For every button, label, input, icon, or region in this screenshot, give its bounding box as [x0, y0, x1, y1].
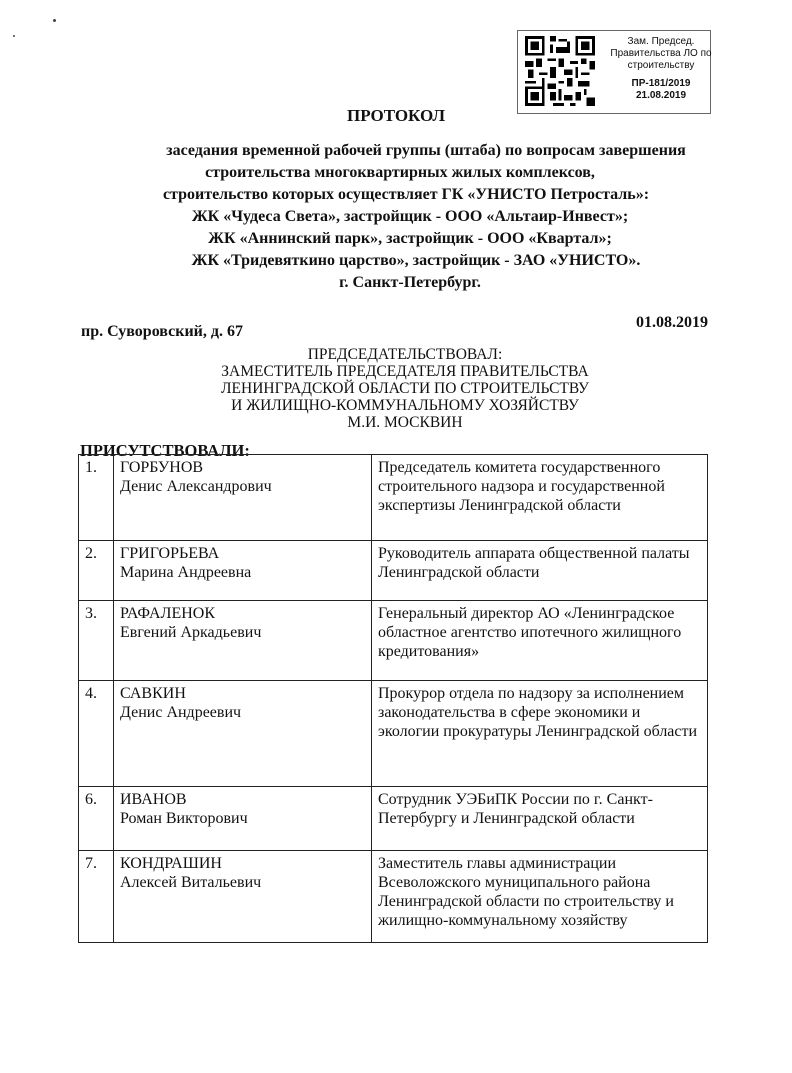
- stamp-date: 21.08.2019: [635, 90, 687, 101]
- qr-code-icon: [523, 36, 597, 106]
- attendee-name: [114, 681, 372, 787]
- stamp-line: Правительства ЛО по: [610, 48, 712, 59]
- attendees-table: [78, 454, 708, 943]
- subject-line: ЖК «Чудеса Света», застройщик - ООО «Альтаир-Инвест»;: [191, 208, 629, 225]
- stamp-number: ПР-181/2019: [631, 78, 691, 89]
- present-label: ПРИСУТСТВОВАЛИ:: [80, 441, 250, 460]
- attendee-position: Заместитель главы администрации Всеволожского муниципального района Ленинградской области по строительству и жилищно-коммунальному хозяйству: [372, 851, 708, 943]
- table-row: [79, 851, 708, 943]
- attendee-name: [114, 601, 372, 681]
- attendee-name: [114, 455, 372, 541]
- attendee-given-name: Марина Андреевна: [120, 564, 252, 581]
- meeting-place: пр. Суворовский, д. 67: [81, 323, 243, 340]
- attendee-surname: ГОРБУНОВ: [120, 459, 204, 476]
- attendee-name: [114, 851, 372, 943]
- attendee-given-name: Алексей Витальевич: [120, 874, 262, 891]
- chaired-line: ЗАМЕСТИТЕЛЬ ПРЕДСЕДАТЕЛЯ ПРАВИТЕЛЬСТВА: [221, 363, 589, 380]
- scan-speck: [13, 35, 15, 37]
- table-row: [79, 601, 708, 681]
- row-number: 3.: [79, 601, 114, 681]
- row-number: 6.: [79, 787, 114, 851]
- table-row: [79, 787, 708, 851]
- table-row: [79, 541, 708, 601]
- stamp-line: Зам. Председ.: [627, 36, 695, 47]
- attendee-position: Генеральный директор АО «Ленинградское областное агентство ипотечного жилищного кредитования»: [372, 601, 708, 681]
- attendee-name: [114, 787, 372, 851]
- chaired-by-block: [170, 346, 640, 431]
- table-row: [79, 455, 708, 541]
- chaired-line: ЛЕНИНГРАДСКОЙ ОБЛАСТИ ПО СТРОИТЕЛЬСТВУ: [221, 380, 589, 397]
- subject-line: строительства многоквартирных жилых комплексов,: [205, 164, 595, 181]
- subject-line: строительство которых осуществляет ГК «УНИСТО Петросталь»:: [162, 186, 650, 203]
- attendee-given-name: Денис Андреевич: [120, 704, 242, 721]
- attendee-position: Председатель комитета государственного строительного надзора и государственной экспертизы Ленинградской области: [372, 455, 708, 541]
- attendee-surname: КОНДРАШИН: [120, 855, 222, 872]
- attendee-surname: ГРИГОРЬЕВА: [120, 545, 220, 562]
- attendee-given-name: Роман Викторович: [120, 810, 248, 827]
- meeting-date: 01.08.2019: [636, 314, 708, 331]
- document-subject: [80, 140, 740, 294]
- table-row: [79, 681, 708, 787]
- attendee-position: Прокурор отдела по надзору за исполнением законодательства в сфере экономики и экологии прокуратуры Ленинградской области: [372, 681, 708, 787]
- chaired-name: М.И. МОСКВИН: [347, 414, 463, 431]
- row-number: 7.: [79, 851, 114, 943]
- scan-speck: [53, 19, 56, 22]
- subject-line: г. Санкт-Петербург.: [339, 274, 481, 291]
- subject-line: заседания временной рабочей группы (штаба) по вопросам завершения: [166, 142, 686, 159]
- chaired-line: И ЖИЛИЩНО-КОММУНАЛЬНОМУ ХОЗЯЙСТВУ: [231, 397, 579, 414]
- attendee-surname: САВКИН: [120, 685, 186, 702]
- row-number: 1.: [79, 455, 114, 541]
- attendee-given-name: Денис Александрович: [120, 478, 272, 495]
- attendee-position: Сотрудник УЭБиПК России по г. Санкт-Петербургу и Ленинградской области: [372, 787, 708, 851]
- attendee-name: [114, 541, 372, 601]
- row-number: 4.: [79, 681, 114, 787]
- document-title: ПРОТОКОЛ: [346, 106, 445, 125]
- attendee-given-name: Евгений Аркадьевич: [120, 624, 262, 641]
- row-number: 2.: [79, 541, 114, 601]
- attendee-surname: РАФАЛЕНОК: [120, 605, 215, 622]
- subject-line: ЖК «Тридевяткино царство», застройщик - ЗАО «УНИСТО».: [191, 252, 641, 269]
- subject-line: ЖК «Аннинский парк», застройщик - ООО «Квартал»;: [208, 230, 612, 247]
- stamp-text: [603, 36, 719, 102]
- stamp-line: строительству: [627, 60, 695, 71]
- attendee-position: Руководитель аппарата общественной палаты Ленинградской области: [372, 541, 708, 601]
- attendee-surname: ИВАНОВ: [120, 791, 187, 808]
- chaired-label: ПРЕДСЕДАТЕЛЬСТВОВАЛ:: [307, 346, 503, 363]
